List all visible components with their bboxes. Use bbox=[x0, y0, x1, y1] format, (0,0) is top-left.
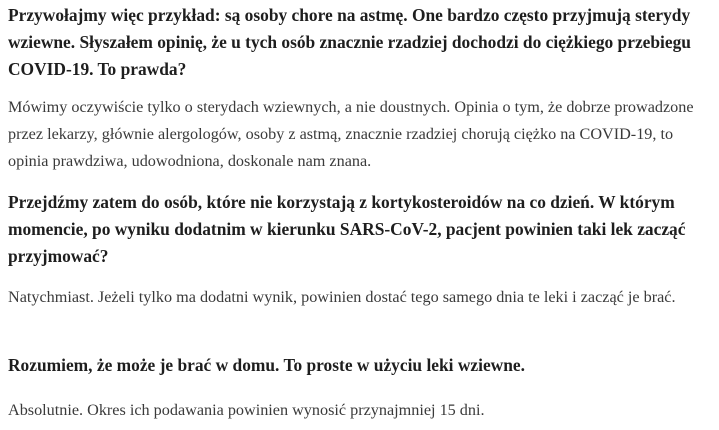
interview-answer-2: Natychmiast. Jeżeli tylko ma dodatni wynik, powinien dostać tego samego dnia te leki i zacząć je brać. bbox=[8, 288, 676, 306]
interview-answer-3: Absolutnie. Okres ich podawania powinien wynosić przynajmniej 15 dni. bbox=[8, 401, 485, 419]
interview-question-3: Rozumiem, że może je brać w domu. To proste w użyciu leki wziewne. bbox=[8, 355, 525, 375]
interview-question-1: Przywołajmy więc przykład: są osoby chore na astmę. One bardzo często przyjmują sterydy wziewne. Słyszałem opinię, że u tych osób znacznie rzadziej dochodzi do ciężkiego przebiegu COVID-19. To prawda? bbox=[8, 5, 691, 79]
interview-answer-1: Mówimy oczywiście tylko o sterydach wziewnych, a nie doustnych. Opinia o tym, że dobrze prowadzone przez lekarzy, głównie alergologów, osoby z astmą, znacznie rzadziej chorują ciężko na COVID-19, to opinia prawdziwa, udowodniona, doskonale nam znana. bbox=[8, 98, 694, 170]
interview-question-2: Przejdźmy zatem do osób, które nie korzystają z kortykosteroidów na co dzień. W którym momencie, po wyniku dodatnim w kierunku SARS-CoV-2, pacjent powinien taki lek zacząć przyjmować? bbox=[8, 192, 686, 266]
